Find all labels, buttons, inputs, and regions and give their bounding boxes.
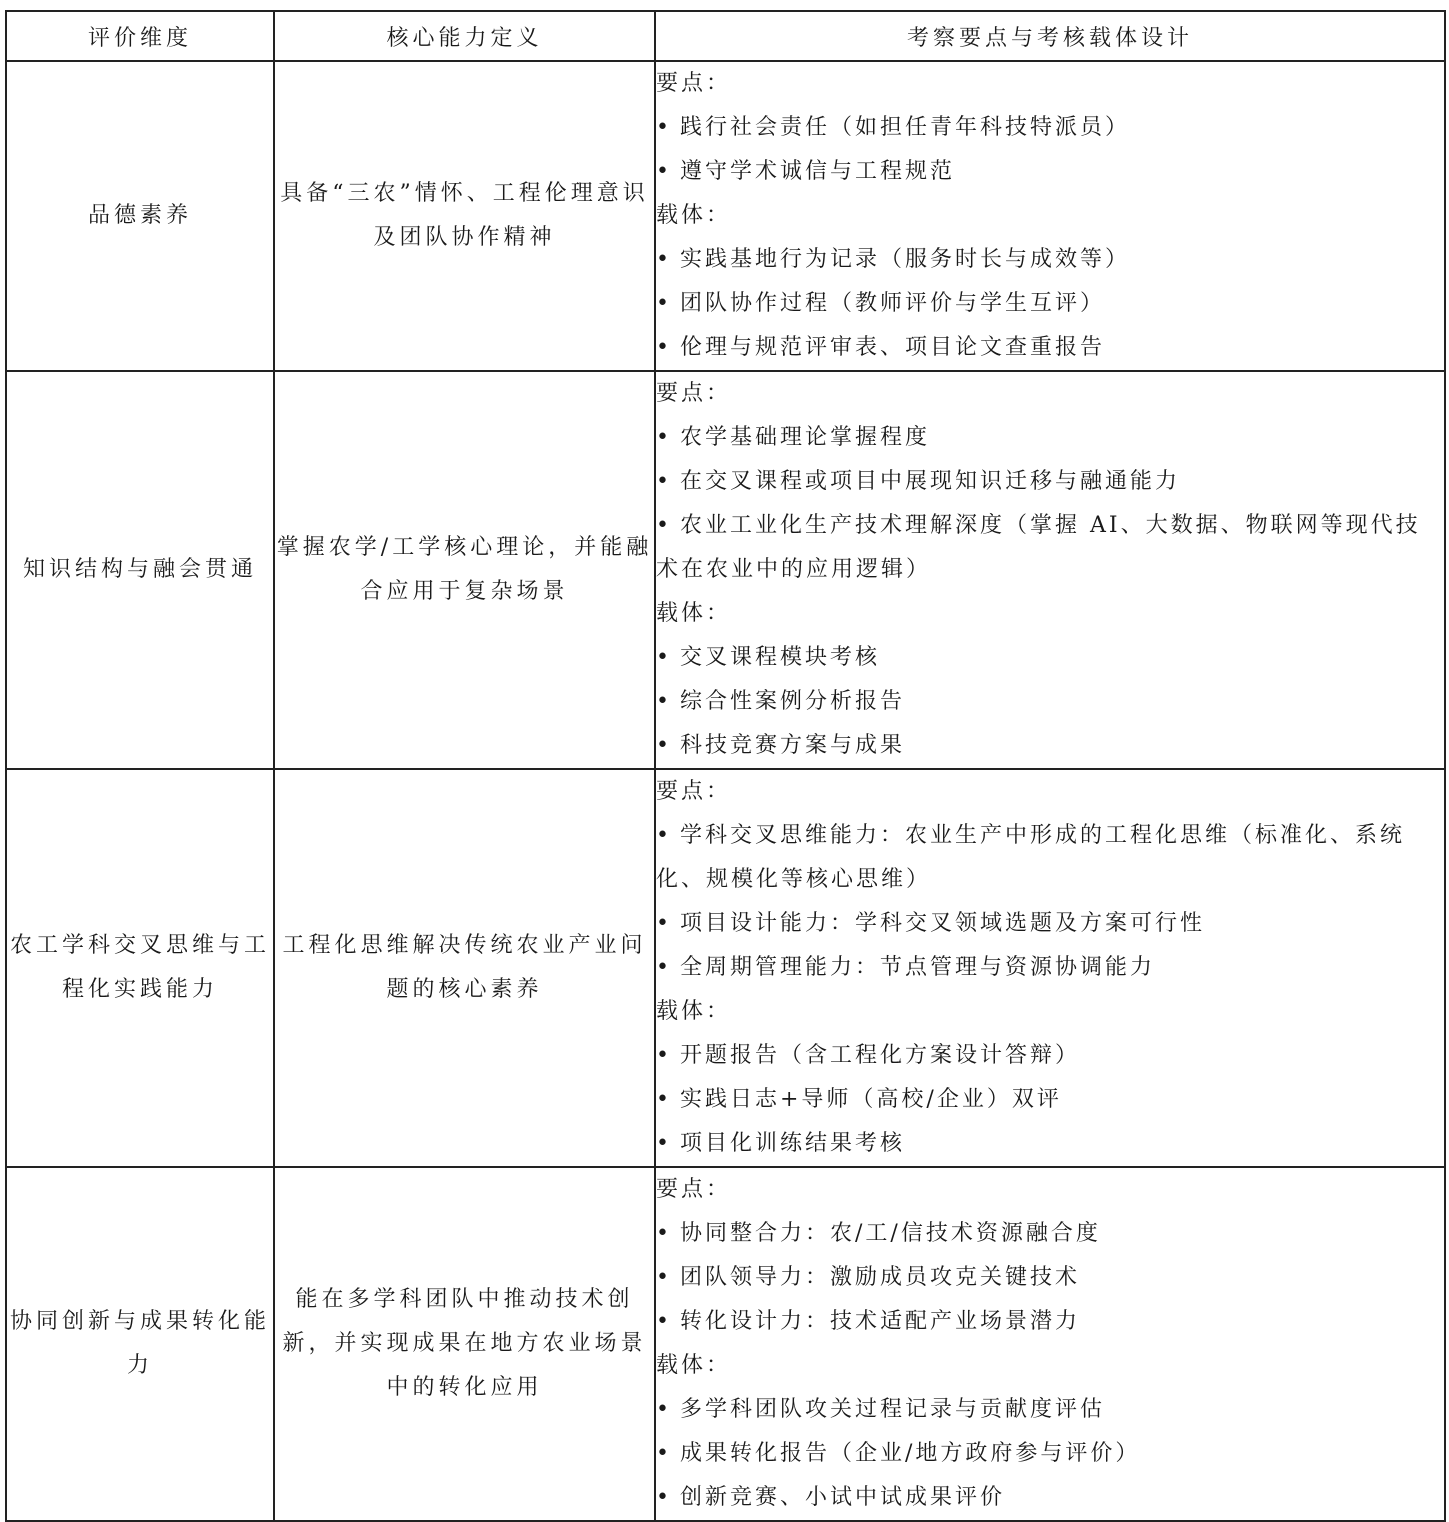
points-list	[656, 814, 1444, 990]
point-text: 协同整合力：农/工/信技术资源融合度	[680, 1221, 1101, 1246]
points-carriers-cell	[655, 61, 1445, 371]
bullet-icon: •	[656, 733, 672, 758]
points-label: 要点：	[656, 71, 732, 96]
points-carriers-cell	[655, 1167, 1445, 1521]
carrier-text: 实践基地行为记录（服务时长与成效等）	[680, 247, 1131, 272]
bullet-icon: •	[656, 823, 672, 848]
bullet-icon: •	[656, 645, 672, 670]
list-item	[656, 282, 1444, 326]
bullet-icon: •	[656, 1441, 672, 1466]
carrier-text: 多学科团队攻关过程记录与贡献度评估	[680, 1397, 1106, 1422]
points-label: 要点：	[656, 1177, 732, 1202]
carrier-text: 项目化训练结果考核	[680, 1131, 906, 1156]
list-item	[656, 946, 1444, 990]
list-item	[656, 1122, 1444, 1166]
carrier-text: 团队协作过程（教师评价与学生互评）	[680, 291, 1106, 316]
point-text: 项目设计能力：学科交叉领域选题及方案可行性	[680, 911, 1206, 936]
header-row	[6, 11, 1445, 61]
bullet-icon: •	[656, 1397, 672, 1422]
point-text: 学科交叉思维能力：农业生产中形成的工程化思维（标准化、系统化、规模化等核心思维）	[656, 823, 1406, 892]
definition-cell: 具备“三农”情怀、工程伦理意识及团队协作精神	[274, 61, 655, 371]
list-item	[656, 680, 1444, 724]
list-item	[656, 326, 1444, 370]
list-item	[656, 238, 1444, 282]
list-item	[656, 416, 1444, 460]
carriers-list	[656, 238, 1444, 370]
points-list	[656, 106, 1444, 194]
carriers-label: 载体：	[656, 999, 732, 1024]
definition-cell: 能在多学科团队中推动技术创新，并实现成果在地方农业场景中的转化应用	[274, 1167, 655, 1521]
carriers-label: 载体：	[656, 203, 732, 228]
bullet-icon: •	[656, 1265, 672, 1290]
carrier-text: 实践日志+导师（高校/企业）双评	[680, 1087, 1062, 1112]
points-list	[656, 416, 1444, 592]
list-item	[656, 460, 1444, 504]
list-item	[656, 1300, 1444, 1344]
bullet-icon: •	[656, 689, 672, 714]
table-row	[6, 769, 1445, 1167]
bullet-icon: •	[656, 425, 672, 450]
carrier-text: 创新竞赛、小试中试成果评价	[680, 1485, 1006, 1510]
dimension-cell: 协同创新与成果转化能力	[6, 1167, 274, 1521]
table-header	[6, 11, 1445, 61]
points-label: 要点：	[656, 381, 732, 406]
carrier-text: 成果转化报告（企业/地方政府参与评价）	[680, 1441, 1141, 1466]
table-row	[6, 61, 1445, 371]
point-text: 践行社会责任（如担任青年科技特派员）	[680, 115, 1131, 140]
list-item	[656, 1034, 1444, 1078]
point-text: 在交叉课程或项目中展现知识迁移与融通能力	[680, 469, 1181, 494]
carrier-text: 综合性案例分析报告	[680, 689, 906, 714]
bullet-icon: •	[656, 1043, 672, 1068]
header-points-carriers: 考察要点与考核载体设计	[655, 11, 1445, 61]
carriers-list	[656, 1034, 1444, 1166]
carriers-label: 载体：	[656, 601, 732, 626]
bullet-icon: •	[656, 115, 672, 140]
carrier-text: 科技竞赛方案与成果	[680, 733, 906, 758]
bullet-icon: •	[656, 1221, 672, 1246]
bullet-icon: •	[656, 247, 672, 272]
list-item	[656, 1212, 1444, 1256]
carriers-list	[656, 636, 1444, 768]
bullet-icon: •	[656, 335, 672, 360]
bullet-icon: •	[656, 469, 672, 494]
point-text: 农学基础理论掌握程度	[680, 425, 931, 450]
dimension-cell: 知识结构与融会贯通	[6, 371, 274, 769]
list-item	[656, 724, 1444, 768]
evaluation-table	[5, 10, 1446, 1522]
list-item	[656, 636, 1444, 680]
header-definition: 核心能力定义	[274, 11, 655, 61]
carrier-text: 开题报告（含工程化方案设计答辩）	[680, 1043, 1081, 1068]
carriers-label: 载体：	[656, 1353, 732, 1378]
bullet-icon: •	[656, 1309, 672, 1334]
points-label: 要点：	[656, 779, 732, 804]
point-text: 农业工业化生产技术理解深度（掌握 AI、大数据、物联网等现代技术在农业中的应用逻辑）	[656, 513, 1421, 582]
dimension-cell: 品德素养	[6, 61, 274, 371]
bullet-icon: •	[656, 513, 672, 538]
points-list	[656, 1212, 1444, 1344]
list-item	[656, 1078, 1444, 1122]
list-item	[656, 1256, 1444, 1300]
carrier-text: 伦理与规范评审表、项目论文查重报告	[680, 335, 1106, 360]
bullet-icon: •	[656, 1485, 672, 1510]
definition-cell: 掌握农学/工学核心理论，并能融合应用于复杂场景	[274, 371, 655, 769]
list-item	[656, 814, 1444, 902]
point-text: 遵守学术诚信与工程规范	[680, 159, 956, 184]
table-row	[6, 371, 1445, 769]
point-text: 转化设计力：技术适配产业场景潜力	[680, 1309, 1081, 1334]
point-text: 全周期管理能力：节点管理与资源协调能力	[680, 955, 1156, 980]
dimension-cell: 农工学科交叉思维与工程化实践能力	[6, 769, 274, 1167]
list-item	[656, 504, 1444, 592]
definition-cell: 工程化思维解决传统农业产业问题的核心素养	[274, 769, 655, 1167]
table-row	[6, 1167, 1445, 1521]
list-item	[656, 1476, 1444, 1520]
carrier-text: 交叉课程模块考核	[680, 645, 881, 670]
carriers-list	[656, 1388, 1444, 1520]
bullet-icon: •	[656, 291, 672, 316]
list-item	[656, 1432, 1444, 1476]
header-dimension: 评价维度	[6, 11, 274, 61]
list-item	[656, 150, 1444, 194]
points-carriers-cell	[655, 769, 1445, 1167]
list-item	[656, 902, 1444, 946]
points-carriers-cell	[655, 371, 1445, 769]
bullet-icon: •	[656, 159, 672, 184]
bullet-icon: •	[656, 1087, 672, 1112]
bullet-icon: •	[656, 955, 672, 980]
list-item	[656, 1388, 1444, 1432]
list-item	[656, 106, 1444, 150]
point-text: 团队领导力：激励成员攻克关键技术	[680, 1265, 1081, 1290]
bullet-icon: •	[656, 1131, 672, 1156]
bullet-icon: •	[656, 911, 672, 936]
